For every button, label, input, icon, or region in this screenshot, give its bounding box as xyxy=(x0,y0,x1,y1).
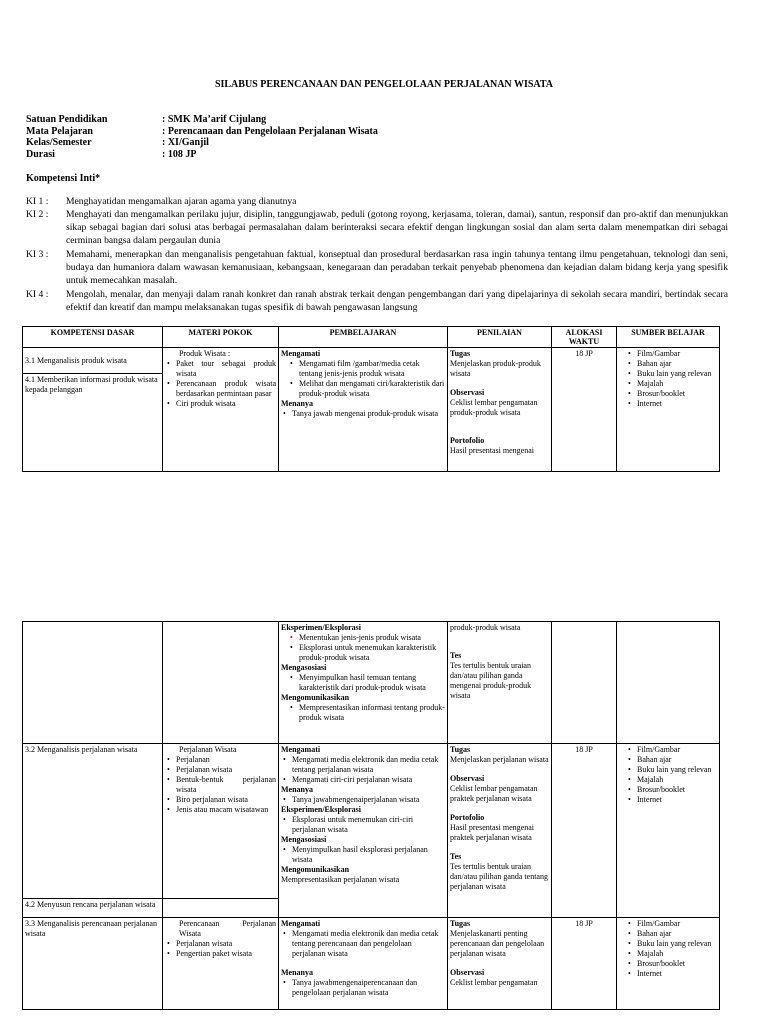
list-item: • Tanya jawab mengenai produk-produk wisata xyxy=(292,409,445,419)
list-item: • Buku lain yang relevan xyxy=(637,369,717,379)
header-kompetensi-dasar: KOMPETENSI DASAR xyxy=(23,327,163,348)
table-row xyxy=(23,744,720,899)
list-item: • Internet xyxy=(637,399,717,409)
assessment-text: Menjelaskanarti penting perencanaan dan pengelolaan perjalanan wisata xyxy=(450,929,545,958)
list-item: • Brosur/booklet xyxy=(637,785,717,795)
assessment-heading: Portofolio xyxy=(450,813,485,822)
assessment-text: Tes tertulis bentuk uraian dan/atau pilihan ganda mengenai produk-produk wisata xyxy=(450,661,532,700)
list-item: • Film/Gambar xyxy=(637,745,717,755)
materi-title: Produk Wisata : xyxy=(179,349,231,358)
list-item: • Mengamati media elektronik dan media cetak tentang perencanaan dan pengelolaan perjalanan wisata xyxy=(292,929,445,959)
ki-4 xyxy=(26,288,728,314)
penilaian-cell xyxy=(448,918,552,1010)
assessment-heading: Tugas xyxy=(450,919,471,928)
activity-list xyxy=(281,673,445,693)
activity-heading: Mengasosiasi xyxy=(281,835,327,844)
pembelajaran-cell xyxy=(279,622,448,744)
list-item: • Mempresentasikan informasi tentang produk-produk wisata xyxy=(299,703,445,723)
list-item: • Pengertian paket wisata xyxy=(176,949,276,959)
list-item: • Ciri produk wisata xyxy=(176,399,276,409)
identity-value: : 108 JP xyxy=(162,148,197,160)
list-item: • Majalah xyxy=(637,949,717,959)
assessment-heading: Portofolio xyxy=(450,436,485,445)
header-pembelajaran: PEMBELAJARAN xyxy=(279,327,448,348)
list-item: • Menyimpulkan hasil temuan tentang karakteristik dari produk-produk wisata xyxy=(299,673,445,693)
assessment-heading: Tugas xyxy=(450,745,471,754)
identity-row-durasi xyxy=(26,149,378,161)
header-penilaian: PENILAIAN xyxy=(448,327,552,348)
ki-3 xyxy=(26,248,728,288)
sumber-cell xyxy=(617,744,720,918)
list-item: • Mengamati media elektronik dan media cetak tentang perjalanan wisata xyxy=(292,755,445,775)
materi-list xyxy=(165,755,276,815)
identity-row-kelas xyxy=(26,137,378,149)
assessment-text: Ceklist lembar pengamatan produk-produk wisata xyxy=(450,398,538,417)
list-item: • Paket tour sebagai produk wisata xyxy=(176,359,276,379)
activity-list xyxy=(281,409,445,419)
pembelajaran-cell xyxy=(279,918,448,1010)
header-alokasi-waktu: ALOKASI WAKTU xyxy=(552,327,617,348)
list-item: • Bahan ajar xyxy=(637,929,717,939)
ki-text: Memahami, menerapkan dan menganalisis pengetahuan faktual, konseptual dan prosedural berdasarkan rasa ingin tahunya tentang ilmu pengetahuan, teknologi dan seni, budaya dan humaniora dalam wawasan kemanusiaan, kebangsaan, kenegaraan dan peradaban terkait penyebab phenomena dan kejadian dalam bidang kerja yang spesifik untuk memecahkan masalah. xyxy=(66,249,728,287)
alokasi-cell: 18 JP xyxy=(552,348,617,472)
ki-text: Menghayati dan mengamalkan perilaku jujur, disiplin, tanggungjawab, peduli (gotong royong, kerjasama, toleran, damai), santun, responsif dan pro-aktif dan menunjukkan sikap sebagai bagian dari solusi atas berbagai permasalahan dalam berinteraksi secara efektif dengan lingkungan sosial dan alam serta dalam menempatkan diri sebagai cerminan bangsa dalam pergaulan dunia xyxy=(66,209,728,247)
identity-value: : XI/Ganjil xyxy=(162,137,209,148)
assessment-text: Menjelaskan perjalanan wisata xyxy=(450,755,549,764)
penilaian-cell xyxy=(448,744,552,918)
list-item: • Eksplorasi untuk menemukan karakteristik produk-produk wisata xyxy=(299,643,445,663)
activity-list xyxy=(281,359,445,399)
syllabus-table-2 xyxy=(22,621,720,1010)
assessment-text: Hasil presentasi mengenai xyxy=(450,446,534,455)
list-item: • Brosur/booklet xyxy=(637,389,717,399)
activity-list xyxy=(281,755,445,785)
kd-cell xyxy=(23,622,163,744)
header-materi-pokok: MATERI POKOK xyxy=(163,327,279,348)
list-item: • Film/Gambar xyxy=(637,919,717,929)
activity-list xyxy=(281,978,445,998)
list-item: • Tanya jawabmengenaiperjalanan wisata xyxy=(292,795,445,805)
materi-title: Perencanaan Perjalanan Wisata xyxy=(179,919,276,938)
table-row xyxy=(23,348,720,374)
materi-list xyxy=(165,359,276,409)
activity-heading: Mengasosiasi xyxy=(281,663,327,672)
alokasi-cell: 18 JP xyxy=(552,744,617,918)
kd-cell: 3.2 Menganalisis perjalanan wisata xyxy=(23,744,163,899)
assessment-heading: Tes xyxy=(450,651,462,660)
list-item: • Melihat dan mengamati ciri/karakteristik dari produk-produk wisata xyxy=(299,379,445,399)
kd-cell: 3.3 Menganalisis perencanaan perjalanan wisata xyxy=(23,918,163,1010)
list-item: • Brosur/booklet xyxy=(637,959,717,969)
syllabus-table-1 xyxy=(22,326,720,472)
assessment-heading: Observasi xyxy=(450,388,485,397)
activity-heading: Menanya xyxy=(281,968,313,977)
assessment-text: produk-produk wisata xyxy=(450,623,521,632)
sumber-cell xyxy=(617,348,720,472)
materi-title: Perjalanan Wisata xyxy=(179,745,237,754)
assessment-text: Tes tertulis bentuk uraian dan/atau pilihan ganda tentang perjalanan wisata xyxy=(450,862,548,891)
table-header-row xyxy=(23,327,720,348)
activity-heading: Mengomunikasikan xyxy=(281,865,350,874)
ki-2 xyxy=(26,208,728,248)
activity-heading: Mengamati xyxy=(281,349,321,358)
sumber-cell xyxy=(617,918,720,1010)
list-item: • Biro perjalanan wisata xyxy=(176,795,276,805)
pembelajaran-cell xyxy=(279,348,448,472)
penilaian-cell xyxy=(448,622,552,744)
activity-heading: Menanya xyxy=(281,399,313,408)
table-row xyxy=(23,622,720,744)
materi-cell xyxy=(163,744,279,899)
activity-heading: Mengamati xyxy=(281,919,321,928)
ki-label: KI 1 : xyxy=(26,196,49,207)
activity-list xyxy=(281,795,445,805)
materi-list xyxy=(165,939,276,959)
kd-cell: 4.1 Memberikan informasi produk wisata kepada pelanggan xyxy=(23,374,163,472)
activity-text: Mempresentasikan perjalanan wisata xyxy=(281,875,400,884)
list-item: • Menyimpulkan hasil eksplorasi perjalanan wisata xyxy=(292,845,445,865)
ki-heading: Kompetensi Inti* xyxy=(26,173,101,184)
ki-label: KI 2 : xyxy=(26,209,49,220)
assessment-text: Ceklist lembar pengamatan xyxy=(450,978,538,987)
activity-heading: Menanya xyxy=(281,785,313,794)
list-item: • Perjalanan wisata xyxy=(176,765,276,775)
activity-heading: Eksperimen/Eksplorasi xyxy=(281,805,362,814)
ki-label: KI 4 : xyxy=(26,289,49,300)
list-item: • Perjalanan wisata xyxy=(176,939,276,949)
materi-cell xyxy=(163,899,279,918)
document-title: SILABUS PERENCANAAN DAN PENGELOLAAN PERJALANAN WISATA xyxy=(214,79,554,90)
activity-list xyxy=(281,845,445,865)
identity-label: Satuan Pendidikan xyxy=(26,114,108,125)
assessment-text: Hasil presentasi mengenai praktek perjalanan wisata xyxy=(450,823,534,842)
assessment-text: Ceklist lembar pengamatan praktek perjalanan wisata xyxy=(450,784,538,803)
alokasi-cell: 18 JP xyxy=(552,918,617,1010)
list-item: • Internet xyxy=(637,969,717,979)
activity-heading: Eksperimen/Eksplorasi xyxy=(281,623,362,632)
assessment-heading: Observasi xyxy=(450,968,485,977)
list-item: • Film/Gambar xyxy=(637,349,717,359)
materi-cell xyxy=(163,348,279,472)
activity-heading: Mengamati xyxy=(281,745,321,754)
assessment-heading: Tes xyxy=(450,852,462,861)
alokasi-cell xyxy=(552,622,617,744)
activity-list xyxy=(281,815,445,835)
activity-heading: Mengomunikasikan xyxy=(281,693,350,702)
materi-cell xyxy=(163,622,279,744)
activity-list xyxy=(281,703,445,723)
list-item: • Perencanaan produk wisata berdasarkan permintaan pasar xyxy=(176,379,276,399)
activity-list xyxy=(281,633,445,643)
list-item: • Bahan ajar xyxy=(637,755,717,765)
sumber-list xyxy=(619,919,717,979)
sumber-list xyxy=(619,349,717,409)
ki-1 xyxy=(26,195,728,208)
identity-row-satuan xyxy=(26,114,378,126)
pembelajaran-cell xyxy=(279,744,448,918)
assessment-text: Menjelaskan produk-produk wisata xyxy=(450,359,541,378)
list-item: • Majalah xyxy=(637,379,717,389)
sumber-list xyxy=(619,745,717,805)
ki-text: Menghayatidan mengamalkan ajaran agama yang dianutnya xyxy=(66,196,297,207)
list-item: • Internet xyxy=(637,795,717,805)
sumber-cell xyxy=(617,622,720,744)
list-item: • Mengamati film /gambar/media cetak tentang jenis-jenis produk wisata xyxy=(299,359,445,379)
list-item: • Majalah xyxy=(637,775,717,785)
identity-label: Mata Pelajaran xyxy=(26,125,93,137)
list-item: • Bentuk-bentuk perjalanan wisata xyxy=(176,775,276,795)
list-item: • Bahan ajar xyxy=(637,359,717,369)
list-item: • Eksplorasi untuk menemukan ciri-ciri perjalanan wisata xyxy=(292,815,445,835)
identity-value: : SMK Ma’arif Cijulang xyxy=(162,114,267,125)
ki-label: KI 3 : xyxy=(26,249,49,260)
assessment-heading: Observasi xyxy=(450,774,485,783)
kd-cell: 4.2 Menyusun rencana perjalanan wisata xyxy=(23,899,163,918)
list-item: • Buku lain yang relevan xyxy=(637,765,717,775)
table-row xyxy=(23,918,720,1010)
kd-cell: 3.1 Menganalisis produk wisata xyxy=(23,348,163,374)
penilaian-cell xyxy=(448,348,552,472)
assessment-heading: Tugas xyxy=(450,349,471,358)
identity-block xyxy=(26,114,378,160)
list-item: • Mengamati ciri-ciri perjalanan wisata xyxy=(292,775,445,785)
header-sumber-belajar: SUMBER BELAJAR xyxy=(617,327,720,348)
list-item: • Tanya jawabmengenaiperencanaan dan pengelolaan perjalanan wisata xyxy=(292,978,445,998)
identity-label: Kelas/Semester xyxy=(26,137,92,148)
materi-cell xyxy=(163,918,279,1010)
identity-row-mapel xyxy=(26,126,378,138)
activity-list xyxy=(281,929,445,959)
identity-label: Durasi xyxy=(26,148,55,160)
list-item: • Menentukan jenis-jenis produk wisata xyxy=(299,633,445,643)
list-item: • Perjalanan xyxy=(176,755,276,765)
list-item: • Buku lain yang relevan xyxy=(637,939,717,949)
list-item: • Jenis atau macam wisatawan xyxy=(176,805,276,815)
ki-text: Mengolah, menalar, dan menyaji dalam ranah konkret dan ranah abstrak terkait dengan pengembangan dari yang dipelajarinya di sekolah secara mandiri, bertindak secara efektif dan kreatif dan mampu melaksanakan tugas spesifik di bawah pengawasan langsung xyxy=(66,289,728,314)
identity-value: : Perencanaan dan Pengelolaan Perjalanan Wisata xyxy=(162,125,378,137)
activity-list xyxy=(281,643,445,663)
